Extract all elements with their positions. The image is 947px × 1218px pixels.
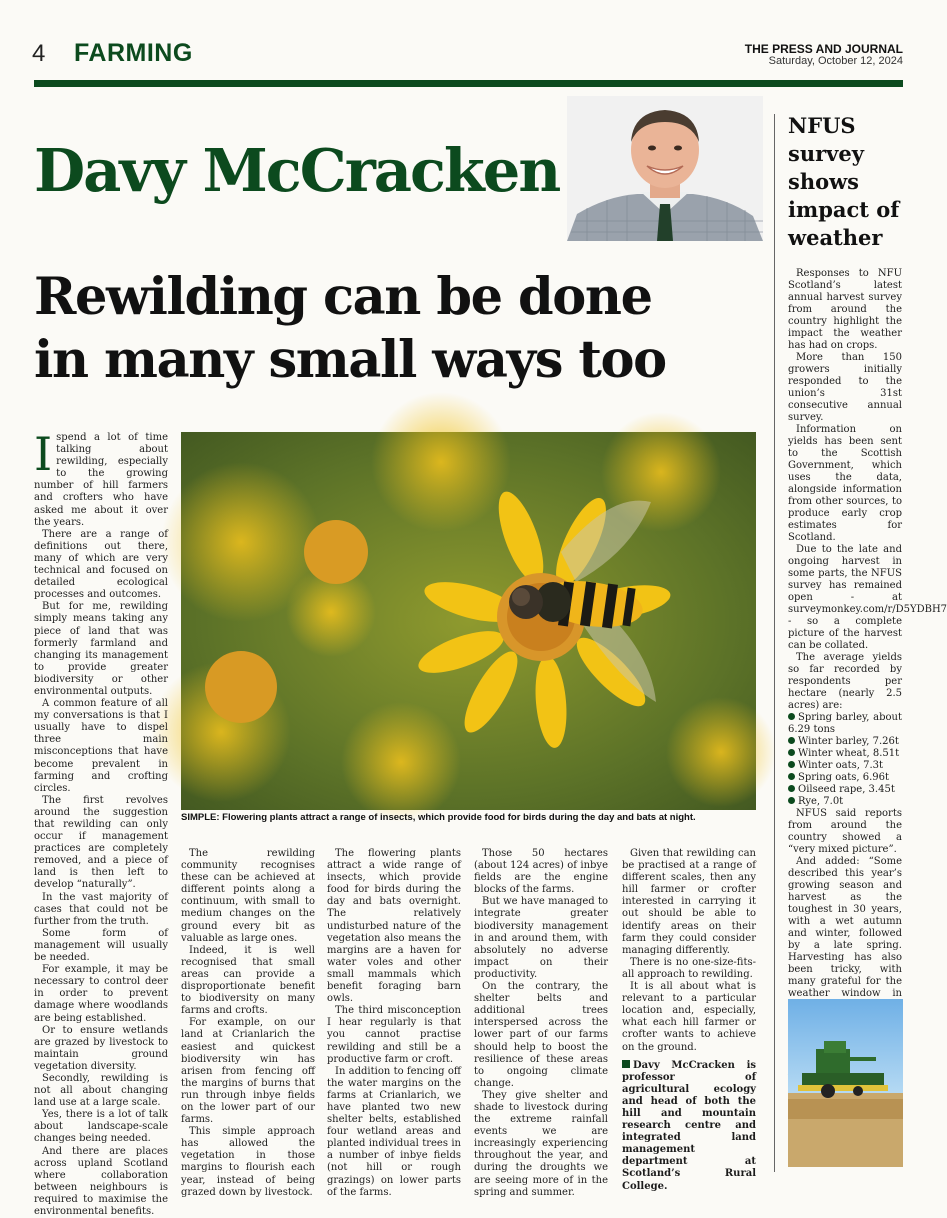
yield-item: Winter wheat, 8.51t: [788, 748, 902, 760]
article-paragraph: But we have managed to integrate greater biodiversity management in and around them, with absolutely no adverse impact on their productivity.: [474, 896, 608, 980]
sidebar-paragraph: The average yields so far recorded by respondents per hectare (nearly 2.5 acres) are:: [788, 652, 902, 711]
bullet-icon: [788, 761, 795, 768]
sidebar-headline: NFUS survey shows impact of weather: [788, 113, 900, 250]
photo-caption: SIMPLE: Flowering plants attract a range of insects, which provide food for birds during the day and bats at night.: [181, 812, 696, 823]
section-title: FARMING: [74, 39, 193, 67]
article-paragraph: Those 50 hectares (about 124 acres) of inbye fields are the engine blocks of the farms.: [474, 848, 608, 896]
bullet-icon: [788, 749, 795, 756]
sidebar-paragraph: Information on yields has been sent to the Scottish Government, which uses the data, alongside information from other sources, to produce early crop estimates for Scotland.: [788, 424, 902, 543]
sidebar-paragraph: More than 150 growers initially responded to the union’s 31st consecutive annual survey.: [788, 352, 902, 423]
article-paragraph: For example, it may be necessary to control deer in order to prevent damage where woodlands are being established.: [34, 964, 168, 1024]
sidebar-paragraph: And added: “Some described this year’s growing season and harvest as the toughest in 30 years, with a wet autumn and winter, followed by a late spring. Harvesting has also been tricky, with many grateful for the weather window in: [788, 856, 902, 999]
page-header: [30, 40, 903, 80]
sidebar-paragraph: Due to the late and ongoing harvest in some parts, the NFUS survey has remained open - at surveymonkey.com/r/D5YDBH7 - so a complete picture of the harvest can be collated.: [788, 544, 947, 651]
article-paragraph: This simple approach has allowed the vegetation in those margins to flourish each year, instead of being grazed down by livestock.: [181, 1126, 315, 1198]
article-paragraph: The rewilding community recognises these can be achieved at different points along a continuum, with small to medium changes on the ground every bit as valuable as large ones.: [181, 848, 315, 944]
article-paragraph: In addition to fencing off the water margins on the farms at Crianlarich, we have planted two new shelter belts, established four wetland areas and planted individual trees in a number of inbye fields (not hill or rough grazings) on lower parts of the farms.: [327, 1065, 461, 1198]
article-column-2: [181, 848, 315, 1199]
sidebar-paragraph: NFUS said reports from around the country showed a “very mixed picture”.: [788, 808, 902, 855]
article-paragraph: On the contrary, the shelter belts and additional trees interspersed across the lower part of our farms should help to boost the resilience of these areas to ongoing climate change.: [474, 981, 608, 1089]
article-paragraph: For example, on our land at Crianlarich the easiest and quickest biodiversity win has arisen from fencing off the margins of burns that run through inbye fields on the lower part of our farms.: [181, 1017, 315, 1126]
columnist-name: Davy McCracken: [34, 136, 560, 205]
bullet-icon: [788, 713, 795, 720]
article-paragraph: Yes, there is a lot of talk about landscape-scale changes being needed.: [34, 1109, 168, 1145]
drop-cap: I: [34, 427, 53, 481]
sidebar-body: [788, 268, 947, 1084]
article-paragraph: Ispend a lot of time talking about rewilding, especially to the growing number of hill farmers and crofters who have asked me about it over the years.: [34, 427, 168, 528]
article-column-3: [327, 848, 461, 1199]
sidebar-divider: [774, 114, 775, 1172]
bullet-icon: [788, 737, 795, 744]
bullet-icon: [788, 785, 795, 792]
article-paragraph: Secondly, rewilding is not all about changing land use at a large scale.: [34, 1072, 168, 1109]
author-bio: Davy McCracken is professor of agricultural ecology and head of both the hill and mountain research centre and integrated land management department at Scotland’s Rural College.: [622, 1059, 756, 1192]
yield-item: Spring barley, about 6.29 tons: [788, 712, 902, 735]
article-paragraph: There are a range of definitions out there, many of which are very technical and focused on detailed ecological processes and outcomes.: [34, 528, 168, 601]
article-paragraph: The third misconception I hear regularly is that you cannot practise rewilding and still be a productive farm or croft.: [327, 1005, 461, 1065]
newspaper-name: THE PRESS AND JOURNAL: [744, 42, 903, 56]
article-paragraph: In the vast majority of cases that could not be further from the truth.: [34, 891, 168, 927]
issue-date: Saturday, October 12, 2024: [768, 55, 903, 67]
article-paragraph: And there are places across upland Scotland where collaboration between neighbours is required to maximise the environmental benefits.: [34, 1145, 168, 1217]
article-paragraph: Some form of management will usually be needed.: [34, 927, 168, 964]
headline-line-1: Rewilding can be done: [34, 267, 652, 327]
article-paragraph: Or to ensure wetlands are grazed by livestock to maintain ground vegetation diversity.: [34, 1024, 168, 1072]
bio-square-icon: [622, 1060, 630, 1068]
article-paragraph: A common feature of all my conversations is that I usually have to dispel three main misconceptions that have become prevalent in farming and crofting circles.: [34, 698, 168, 794]
article-column-4: [474, 848, 608, 1199]
header-rule: [34, 80, 903, 87]
article-photo: [181, 432, 756, 810]
yield-item: Winter barley, 7.26t: [788, 736, 902, 748]
article-paragraph: Indeed, it is well recognised that small areas can provide a disproportionate benefit to biodiversity on many farms and crofts.: [181, 944, 315, 1017]
article-column-5: [622, 848, 756, 1193]
article-paragraph: The flowering plants attract a wide range of insects, which provide food for birds during the day and bats overnight. The relatively undisturbed nature of the vegetation also means the margins are a haven for water voles and other small mammals which benefit foraging barn owls.: [327, 848, 461, 1005]
article-headline: [34, 266, 764, 392]
article-paragraph: There is no one-size-fits-all approach to rewilding.: [622, 956, 756, 980]
yield-item: Oilseed rape, 3.45t: [788, 784, 902, 796]
sidebar-paragraph: Responses to NFU Scotland’s latest annual harvest survey from around the country highlight the impact the weather has had on crops.: [788, 268, 902, 351]
article-column-1: [34, 427, 168, 1218]
yield-item: Winter oats, 7.3t: [788, 760, 902, 772]
columnist-portrait: [567, 96, 763, 241]
article-paragraph: It is all about what is relevant to a particular location and, especially, what each hill farmer or crofter wants to achieve on the ground.: [622, 981, 756, 1053]
yield-item: Rye, 7.0t: [788, 796, 902, 808]
hoverfly-on-flower-illustration: [181, 432, 756, 810]
article-paragraph: They give shelter and shade to livestock during the extreme rainfall events we are increasingly experiencing throughout the year, and during the droughts we are seeing more of in the spring and summer.: [474, 1089, 608, 1198]
combine-harvester-photo: [788, 999, 903, 1167]
bullet-icon: [788, 773, 795, 780]
article-paragraph: Given that rewilding can be practised at a range of different scales, then any hill farmer or crofter interested in carrying it out should be able to identify areas on their farm they could consider managing differently.: [622, 848, 756, 956]
article-paragraph: The first revolves around the suggestion that rewilding can only occur if management practices are completely removed, and a piece of land is then left to develop “naturally”.: [34, 794, 168, 891]
page-number: 4: [32, 40, 46, 67]
headline-line-2: in many small ways too: [34, 330, 666, 390]
yield-item: Spring oats, 6.96t: [788, 772, 902, 784]
portrait-illustration: [567, 96, 763, 241]
harvester-illustration: [788, 999, 903, 1167]
bullet-icon: [788, 797, 795, 804]
article-paragraph: But for me, rewilding simply means taking any piece of land that was formerly farmland and changing its management to provide greater biodiversity or other environmental outputs.: [34, 601, 168, 697]
